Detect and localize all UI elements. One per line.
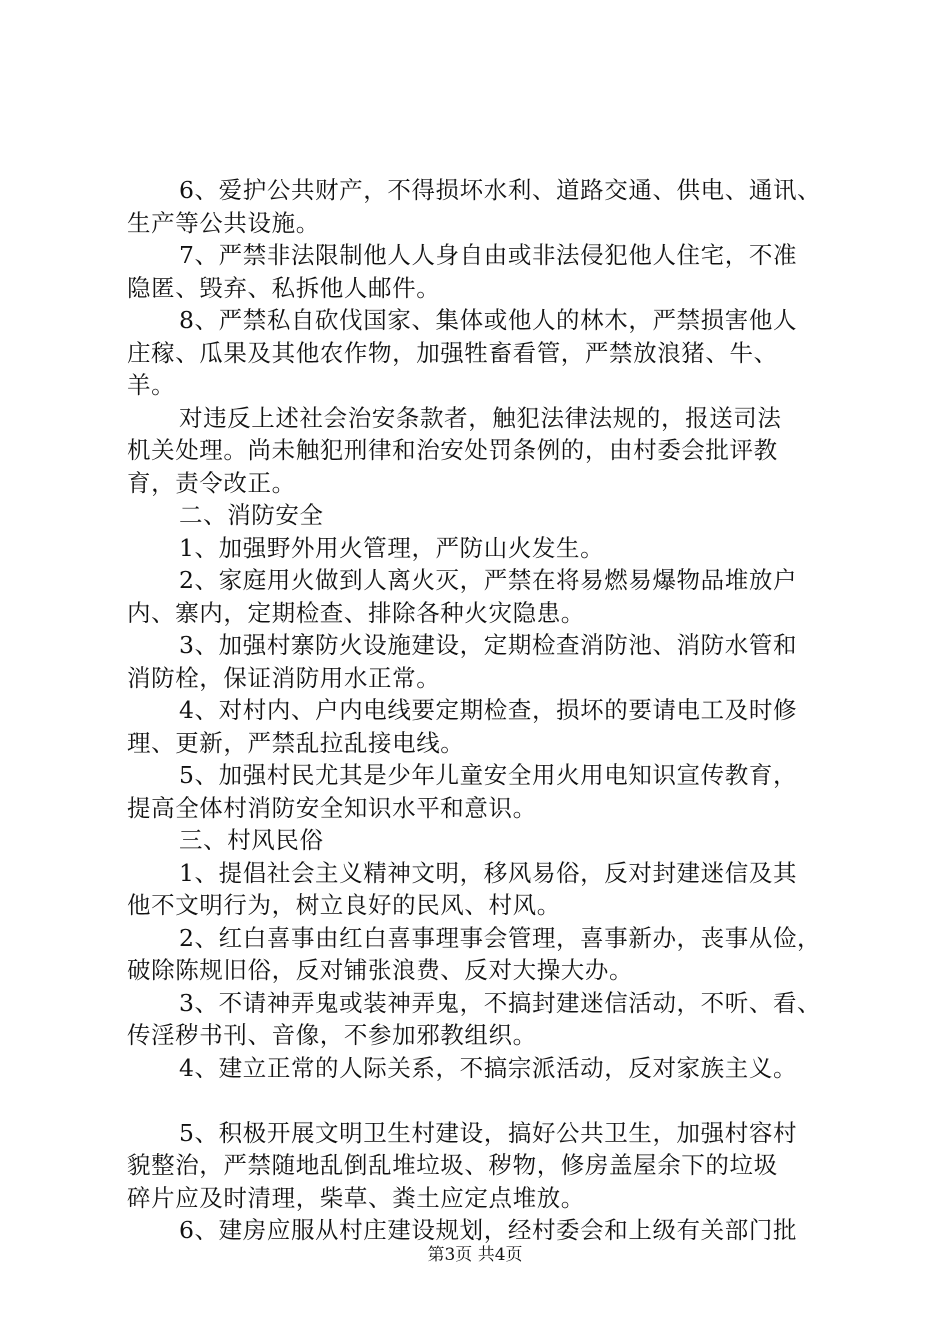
text-line: 3、加强村寨防火设施建设，定期检查消防池、消防水管和 [179,631,798,659]
text-line: 他不文明行为，树立良好的民风、村风。 [127,891,561,919]
text-line: 5、加强村民尤其是少年儿童安全用火用电知识宣传教育， [179,761,798,789]
text-line: 1、提倡社会主义精神文明，移风易俗，反对封建迷信及其 [179,858,798,887]
text-line: 生产等公共设施。 [127,208,320,237]
blank-line [127,1084,857,1117]
text-line: 二、消防安全 [179,501,324,529]
text-line: 庄稼、瓜果及其他农作物，加强牲畜看管，严禁放浪猪、牛、 [127,338,778,367]
text-line: 育，责令改正。 [127,468,296,497]
text-line: 4、对村内、户内电线要定期检查，损坏的要请电工及时修 [179,696,798,724]
text-line: 提高全体村消防安全知识水平和意识。 [127,793,537,822]
document-body [127,174,857,1247]
text-line: 破除陈规旧俗，反对铺张浪费、反对大操大办。 [127,956,634,984]
text-line: 消防栓，保证消防用水正常。 [127,663,441,692]
text-line: 7、严禁非法限制他人人身自由或非法侵犯他人住宅，不准 [179,241,798,269]
text-line: 理、更新，严禁乱拉乱接电线。 [127,728,465,757]
text-line: 1、加强野外用火管理，严防山火发生。 [179,533,605,562]
text-line: 3、不请神弄鬼或装神弄鬼，不搞封建迷信活动，不听、看、 [179,988,822,1017]
text-line: 6、建房应服从村庄建设规划，经村委会和上级有关部门批 [179,1216,798,1244]
text-line: 5、积极开展文明卫生村建设，搞好公共卫生，加强村容村 [179,1118,798,1147]
text-line: 碎片应及时清理，柴草、粪土应定点堆放。 [127,1183,585,1212]
text-line: 4、建立正常的人际关系，不搞宗派活动，反对家族主义。 [179,1053,798,1082]
text-line: 对违反上述社会治安条款者，触犯法律法规的，报送司法 [179,403,782,432]
text-line: 三、村风民俗 [179,826,324,854]
text-line: 内、寨内，定期检查、排除各种火灾隐患。 [127,598,585,627]
text-line: 2、红白喜事由红白喜事理事会管理，喜事新办，丧事从俭， [179,923,822,952]
page-footer: 第3页 共4页 [427,1245,523,1265]
text-line: 8、严禁私自砍伐国家、集体或他人的林木，严禁损害他人 [179,306,798,334]
text-line: 传淫秽书刊、音像，不参加邪教组织。 [127,1021,537,1049]
text-line: 貌整治，严禁随地乱倒乱堆垃圾、秽物，修房盖屋余下的垃圾 [127,1151,778,1179]
text-line: 隐匿、毁弃、私拆他人邮件。 [127,273,441,302]
text-line: 6、爱护公共财产，不得损坏水利、道路交通、供电、通讯、 [179,176,822,204]
text-line: 机关处理。尚未触犯刑律和治安处罚条例的，由村委会批评教 [127,436,778,464]
text-line: 羊。 [127,371,176,399]
text-line: 2、家庭用火做到人离火灭，严禁在将易燃易爆物品堆放户 [179,566,798,594]
